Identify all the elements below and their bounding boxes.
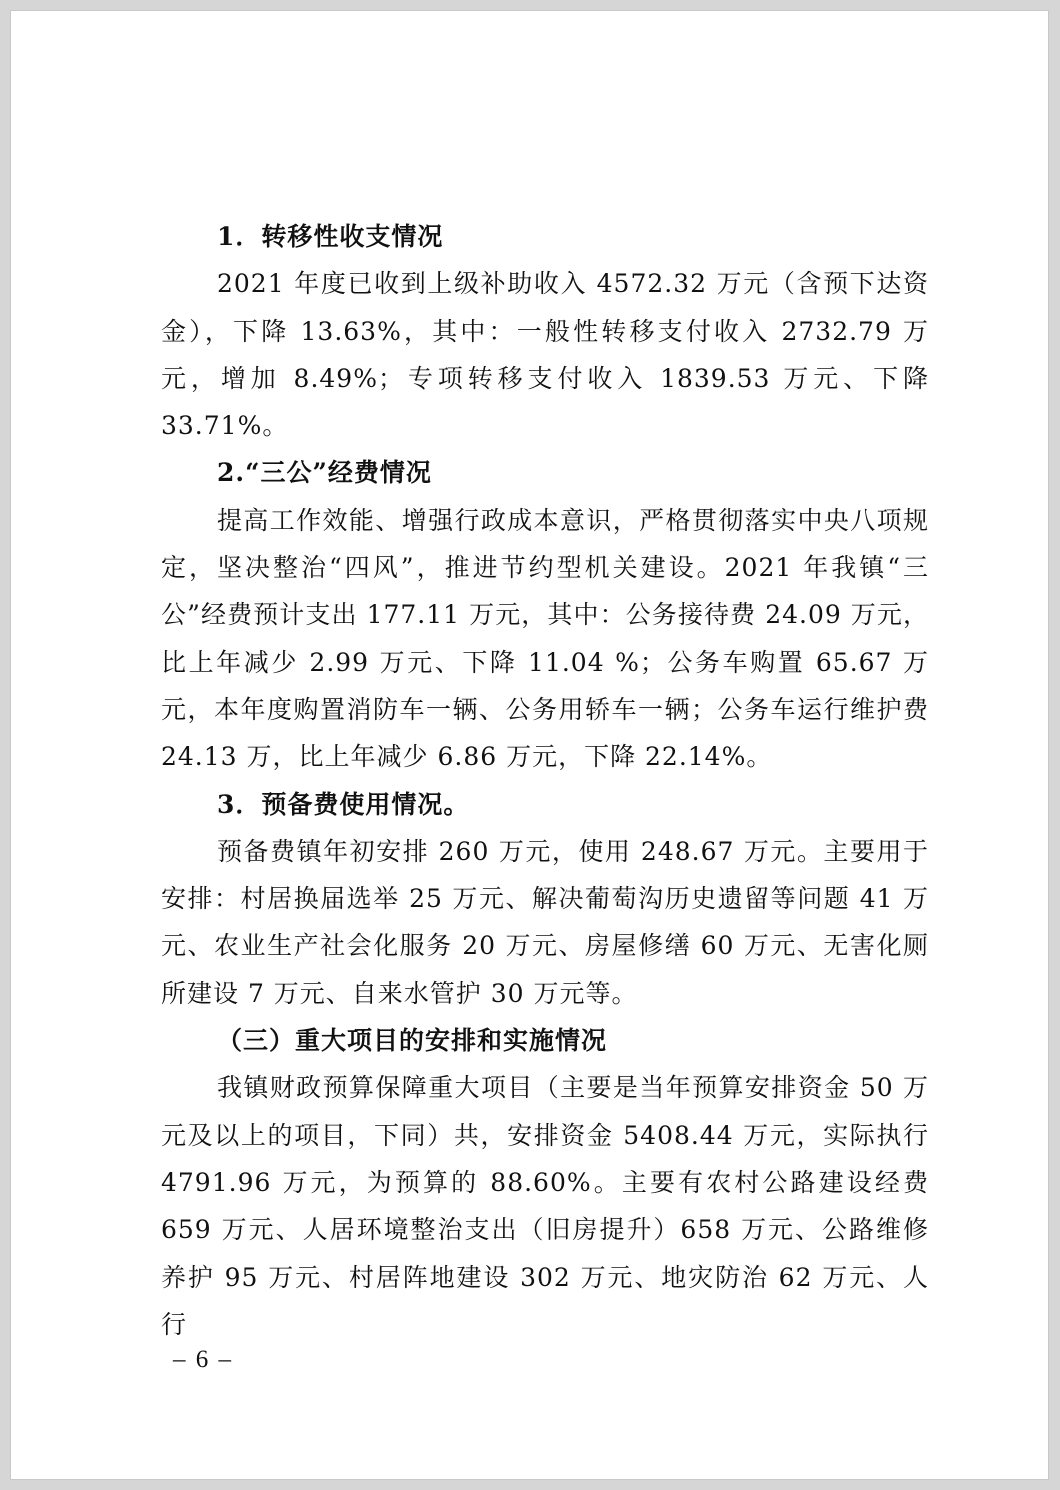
page-number: – 6 –: [173, 1346, 233, 1373]
section-heading-reserve-fund: 3．预备费使用情况。: [217, 789, 470, 819]
section-body-reserve-fund: 预备费镇年初安排 260 万元，使用 248.67 万元。主要用于安排：村居换届选举 25 万元、解决葡萄沟历史遗留等问题 41 万元、农业生产社会化服务 20 万元、房屋修缮 60 万元、无害化厕所建设 7 万元、自来水管护 30 万元等。: [161, 836, 929, 1008]
page-content: [161, 213, 929, 1348]
section-body-three-public: 提高工作效能、增强行政成本意识，严格贯彻落实中央八项规定，坚决整治“四风”，推进节约型机关建设。2021 年我镇“三公”经费预计支出 177.11 万元，其中：公务接待费 24.09 万元，比上年减少 2.99 万元、下降 11.04 %；公务车购置 65.67 万元，本年度购置消防车一辆、公务用轿车一辆；公务车运行维护费 24.13 万，比上年减少 6.86 万元，下降 22.14%。: [161, 505, 929, 772]
section-heading-transfer: 1．转移性收支情况: [217, 222, 444, 251]
section-heading-major-projects: （三）重大项目的安排和实施情况: [217, 1026, 608, 1056]
section-heading-three-public: 2.“三公”经费情况: [217, 458, 432, 488]
document-page: [10, 10, 1049, 1480]
section-body-major-projects: 我镇财政预算保障重大项目（主要是当年预算安排资金 50 万元及以上的项目，下同）共，安排资金 5408.44 万元，实际执行 4791.96 万元，为预算的 88.60%。主要有农村公路建设经费 659 万元、人居环境整治支出（旧房提升）658 万元、公路维修养护 95 万元、村居阵地建设 302 万元、地灾防治 62 万元、人行: [161, 1073, 929, 1339]
section-body-transfer: 2021 年度已收到上级补助收入 4572.32 万元（含预下达资金），下降 13.63%，其中：一般性转移支付收入 2732.79 万元，增加 8.49%；专项转移支付收入 1839.53 万元、下降 33.71%。: [161, 269, 929, 441]
